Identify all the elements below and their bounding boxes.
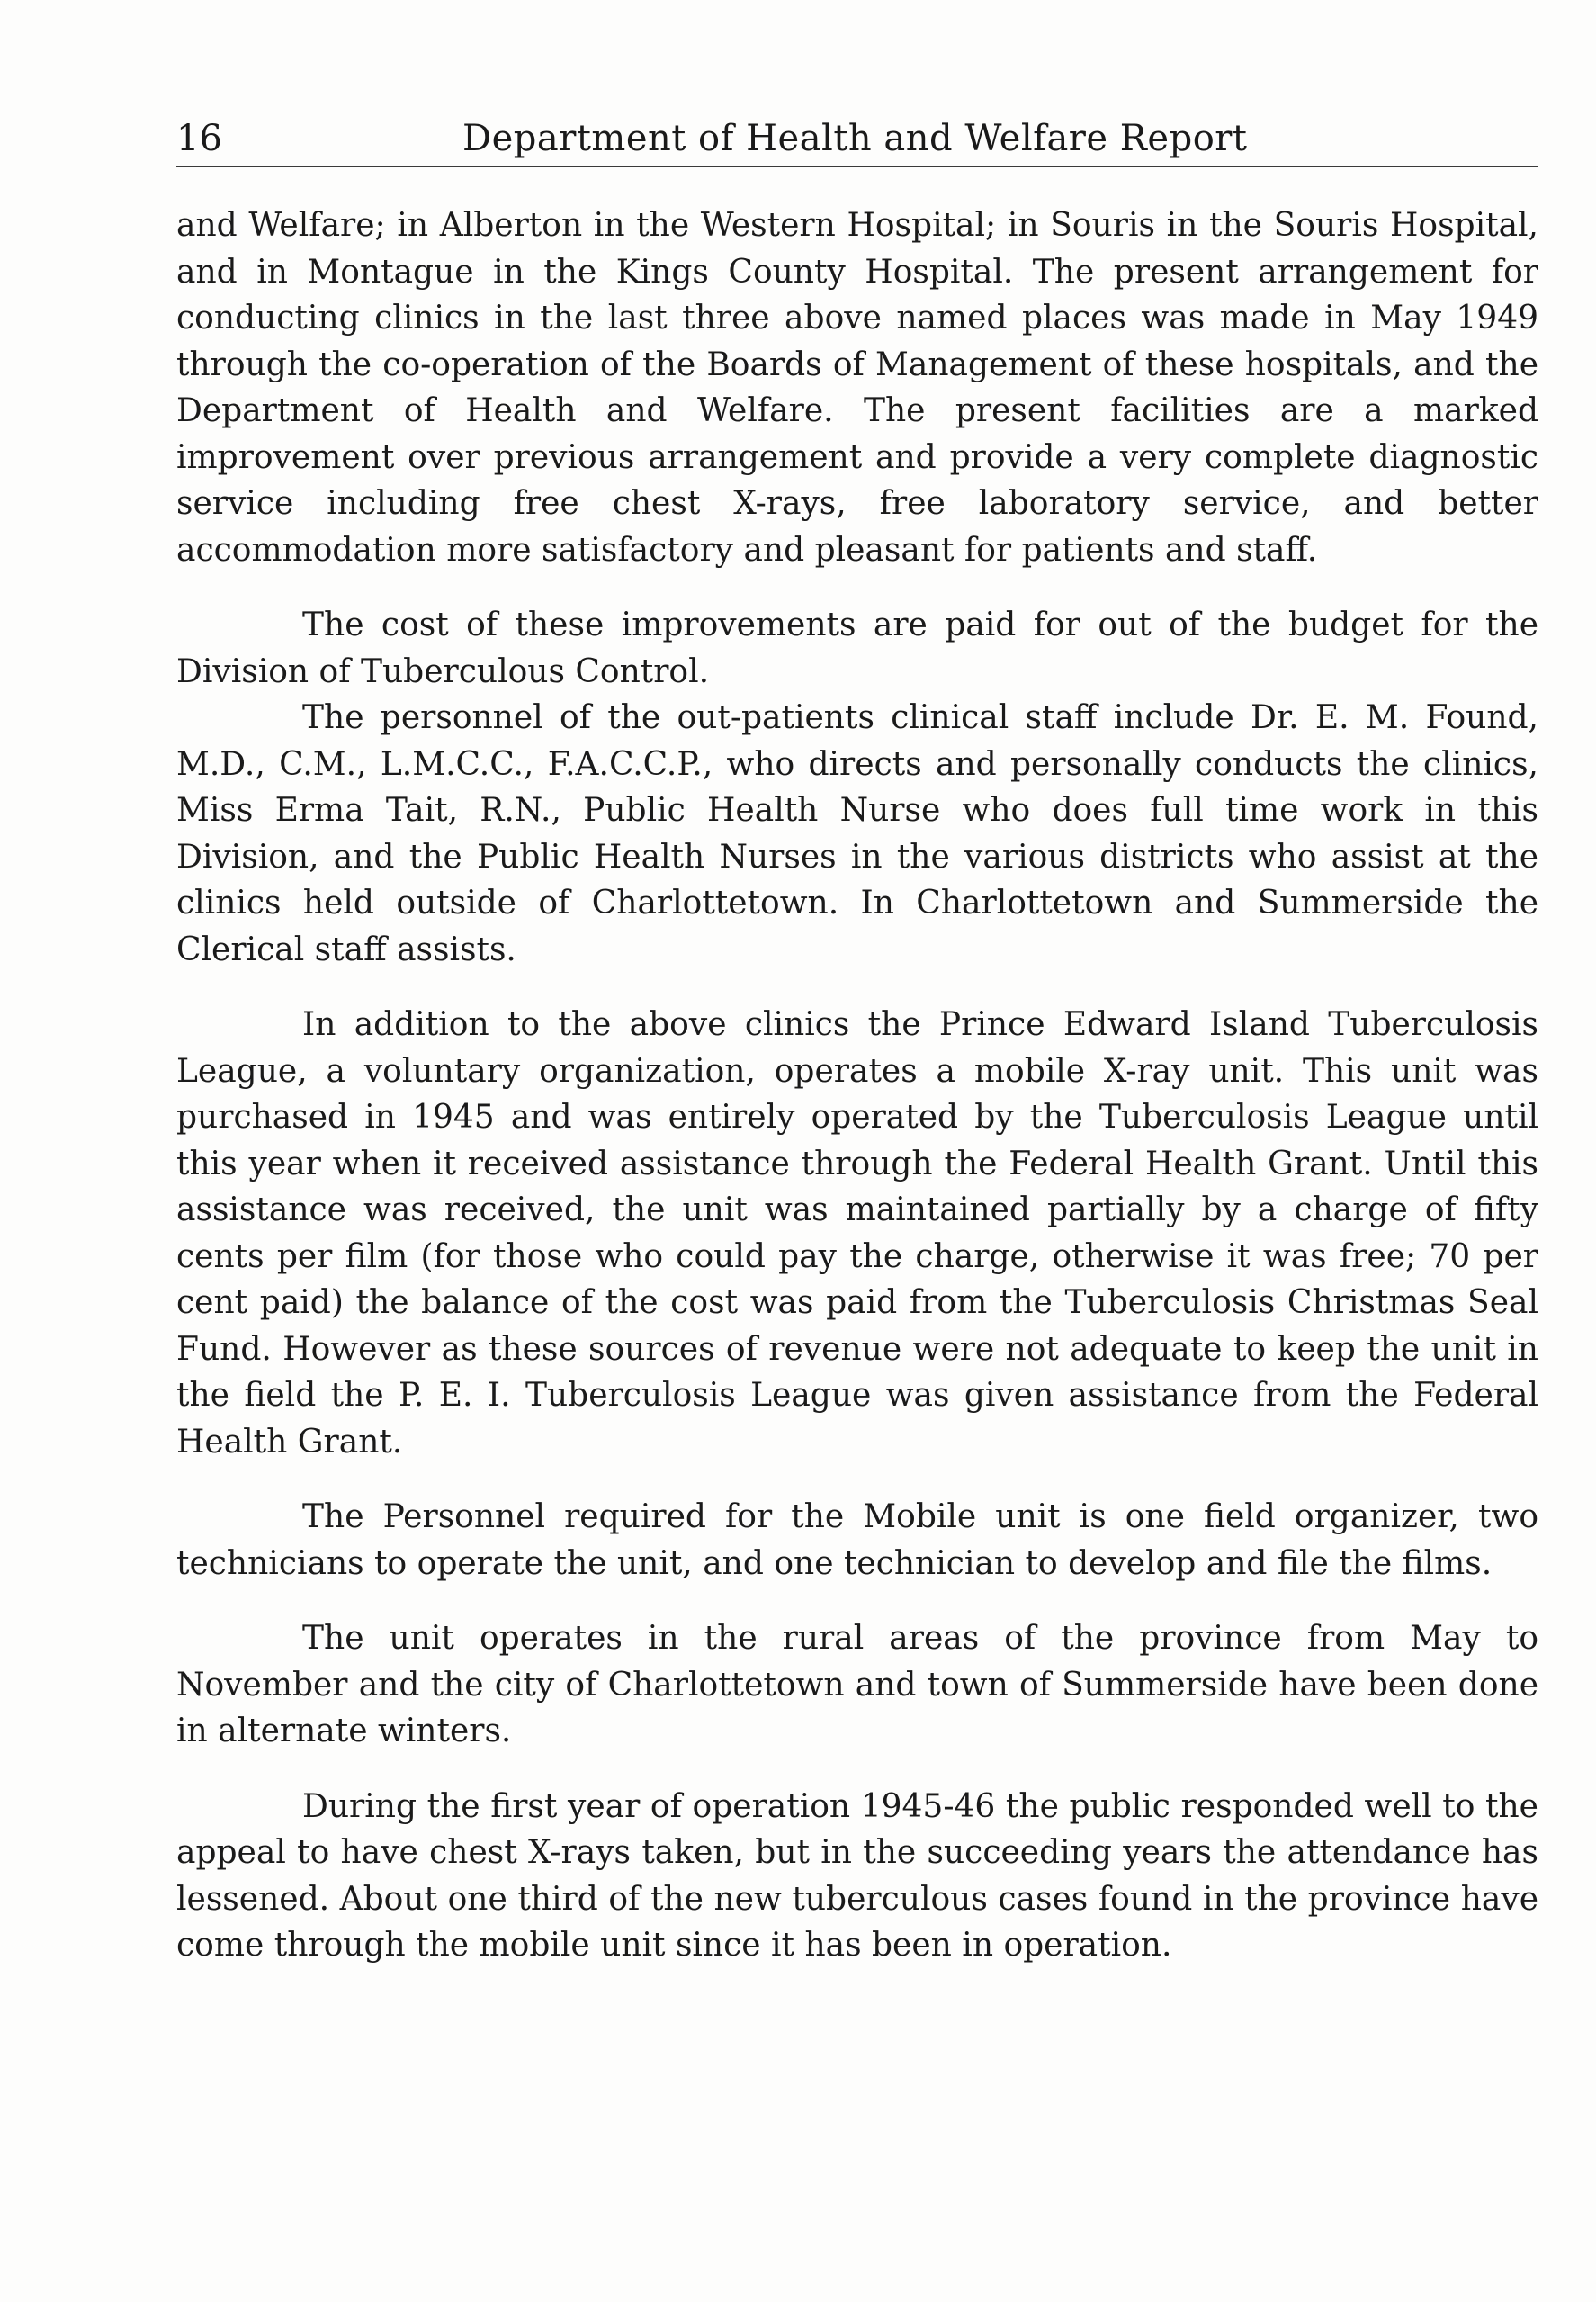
paragraph-mobile-unit: In addition to the above clinics the Prince Edward Island Tuberculosis League, a voluntary organization, operates a mobile X-ray unit. This unit was purchased in 1945 and was entirely operated by the Tuberculosis League until this year when it received assistance through the Federal Health Grant. Until this assistance was received, the unit was maintained partially by a charge of fifty cents per film (for those who could pay the charge, otherwise it was free; 70 per cent paid) the balance of the cost was paid from the Tuberculosis Christmas Seal Fund. However as these sources of revenue were not adequate to keep the unit in the field the P. E. I. Tuberculosis League was given assistance from the Federal Health Grant.	[176, 1006, 1538, 1461]
paragraph-mobile-personnel: The Personnel required for the Mobile unit is one field organizer, two technicians to operate the unit, and one technician to develop and file the films.	[176, 1498, 1538, 1582]
page-header	[176, 110, 1538, 167]
page-number: 16	[176, 118, 222, 159]
body-text	[176, 202, 1538, 1998]
paragraph-hospitals: and Welfare; in Alberton in the Western Hospital; in Souris in the Souris Hospital, and in Montague in the Kings County Hospital. The present arrangement for conducting clinics in the last three above named places was made in May 1949 through the co-operation of the Boards of Management of these hospitals, and the Department of Health and Welfare. The present facilities are a marked improvement over previous arrangement and provide a very complete diagnostic service including free chest X-rays, free laboratory service, and better accommodation more satisfactory and pleasant for patients and staff.	[176, 207, 1538, 569]
paragraph-personnel: The personnel of the out-patients clinical staff include Dr. E. M. Found, M.D., C.M., L.M.C.C., F.A.C.C.P., who directs and personally conducts the clinics, Miss Erma Tait, R.N., Public Health Nurse who does full time work in this Division, and the Public Health Nurses in the various districts who assist at the clinics held outside of Charlottetown. In Charlottetown and Summerside the Clerical staff assists.	[176, 699, 1538, 968]
running-title: Department of Health and Welfare Report	[462, 118, 1248, 159]
paragraph-first-year: During the first year of operation 1945-46 the public responded well to the appeal to have chest X-rays taken, but in the succeeding years the attendance has lessened. About one third of the new tuberculous cases found in the province have come through the mobile unit since it has been in operation.	[176, 1787, 1538, 1964]
paragraph-operations: The unit operates in the rural areas of the province from May to November and the city of Charlottetown and town of Summerside have been done in alternate winters.	[176, 1620, 1538, 1749]
paragraph-cost: The cost of these improvements are paid for out of the budget for the Division of Tuberculous Control.	[176, 607, 1538, 690]
